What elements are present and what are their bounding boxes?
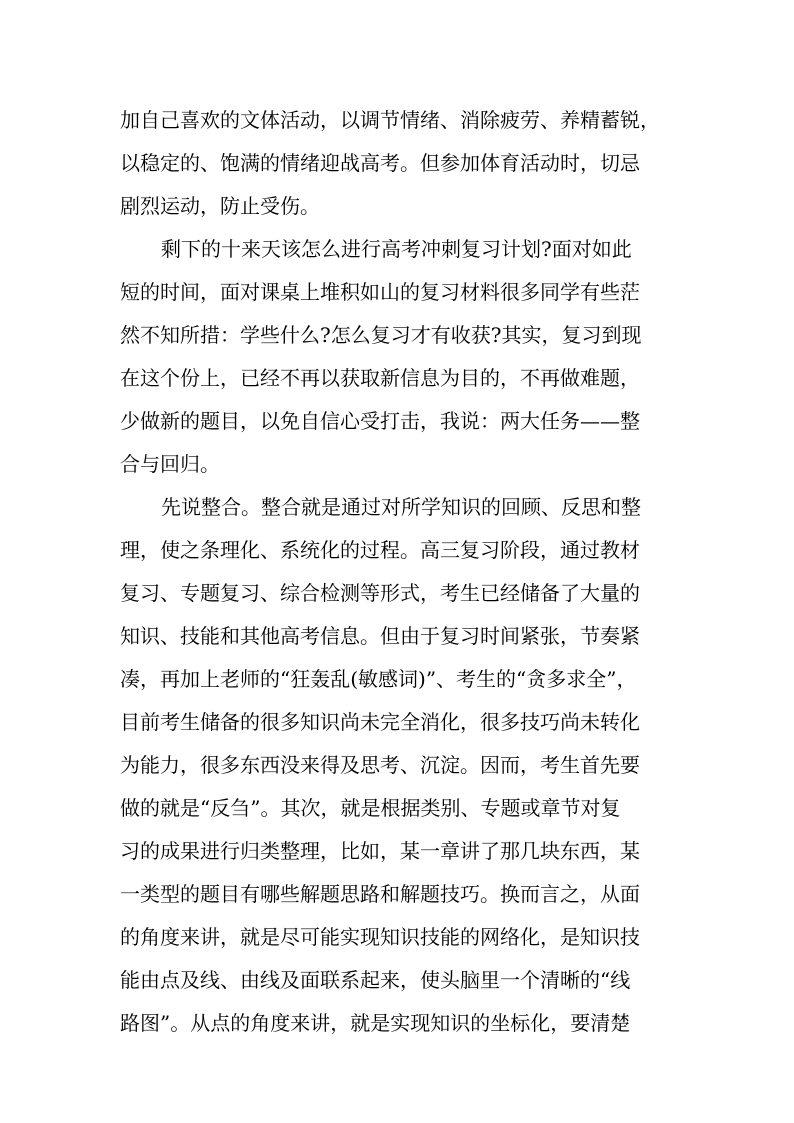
paragraph-3-line-4: 知识、技能和其他高考信息。但由于复习时间紧张，节奏紧 [120, 624, 640, 648]
paragraph-1-line-1: 加自己喜欢的文体活动，以调节情绪、消除疲劳、养精蓄锐， [120, 108, 660, 132]
paragraph-3-line-5: 凑，再加上老师的“狂轰乱(敏感词)”、考生的“贪多求全”， [120, 667, 637, 691]
paragraph-2-line-3: 然不知所措：学些什么?怎么复习才有收获?其实，复习到现 [120, 323, 642, 347]
paragraph-3-line-3: 复习、专题复习、综合检测等形式，考生已经储备了大量的 [120, 581, 640, 605]
paragraph-2-line-1: 剩下的十来天该怎么进行高考冲刺复习计划?面对如此 [161, 237, 632, 261]
paragraph-3-line-9: 习的成果进行归类整理，比如，某一章讲了那几块东西，某 [120, 839, 640, 863]
paragraph-1-line-2: 以稳定的、饱满的情绪迎战高考。但参加体育活动时，切忌 [120, 151, 640, 175]
paragraph-3-line-8: 做的就是“反刍”。其次，就是根据类别、专题或章节对复 [120, 796, 621, 820]
paragraph-1-line-3: 剧烈运动，防止受伤。 [120, 194, 320, 218]
paragraph-3-line-13: 路图”。从点的角度来讲，就是实现知识的坐标化，要清楚 [120, 1011, 631, 1035]
paragraph-3-line-11: 的角度来讲，就是尽可能实现知识技能的网络化，是知识技 [120, 925, 640, 949]
paragraph-2-line-2: 短的时间，面对课桌上堆积如山的复习材料很多同学有些茫 [120, 280, 640, 304]
paragraph-3-line-1: 先说整合。整合就是通过对所学知识的回顾、反思和整 [161, 495, 641, 519]
paragraph-3-line-2: 理，使之条理化、系统化的过程。高三复习阶段，通过教材 [120, 538, 640, 562]
paragraph-3-line-12: 能由点及线、由线及面联系起来，使头脑里一个清晰的“线 [120, 968, 631, 992]
paragraph-3-line-6: 目前考生储备的很多知识尚未完全消化，很多技巧尚未转化 [120, 710, 640, 734]
paragraph-3-line-10: 一类型的题目有哪些解题思路和解题技巧。换而言之，从面 [120, 882, 640, 906]
paragraph-2-line-5: 少做新的题目，以免自信心受打击，我说：两大任务——整 [120, 409, 640, 433]
paragraph-3-line-7: 为能力，很多东西没来得及思考、沉淀。因而，考生首先要 [120, 753, 640, 777]
paragraph-2-line-6: 合与回归。 [120, 452, 220, 476]
paragraph-2-line-4: 在这个份上，已经不再以获取新信息为目的，不再做难题， [120, 366, 640, 390]
